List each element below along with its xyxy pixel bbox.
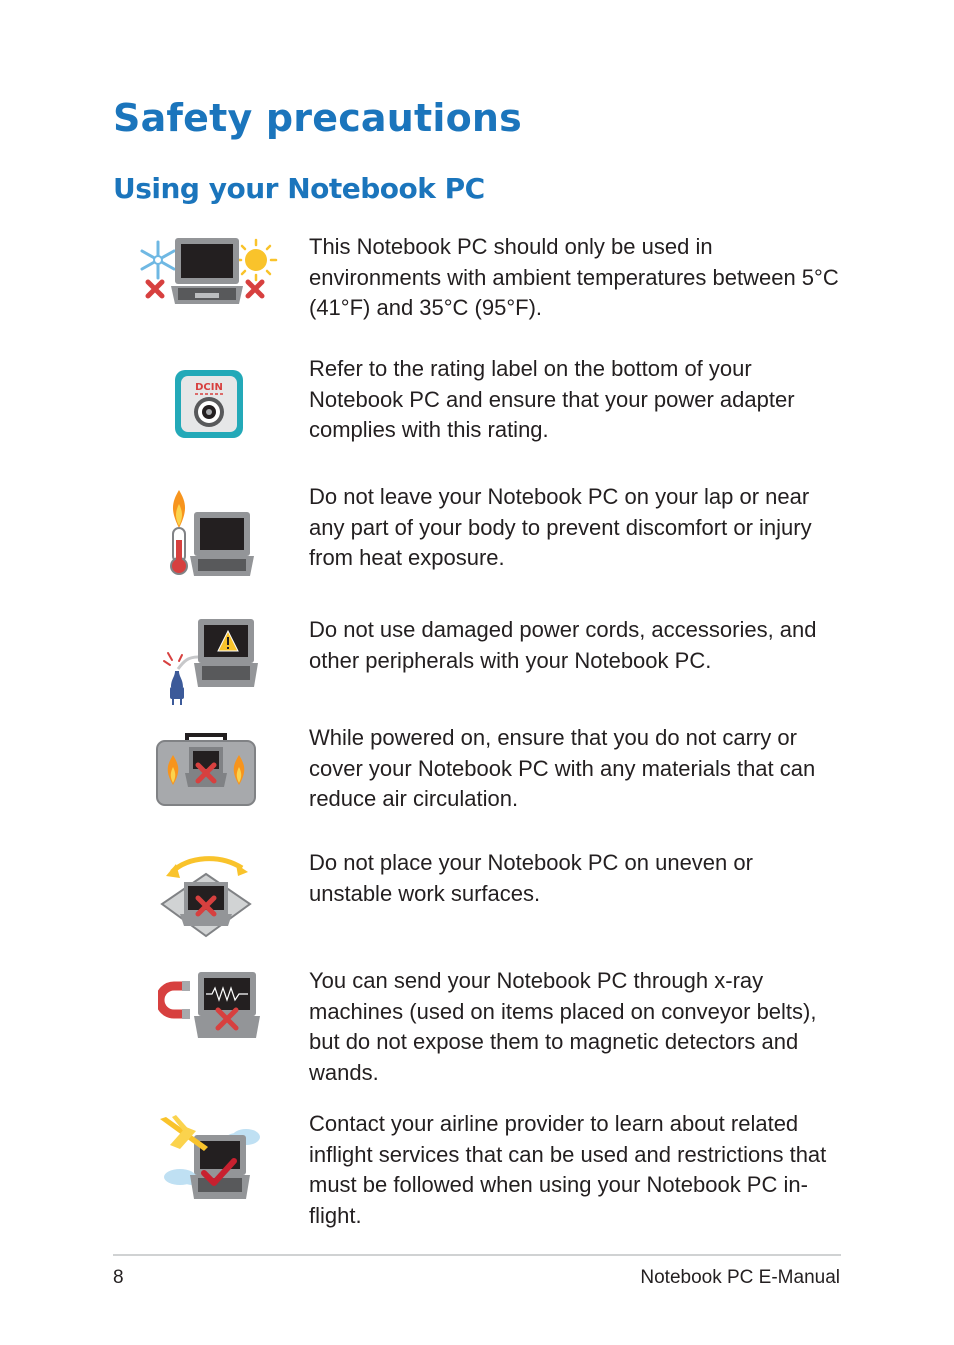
dc-in-power-port-icon [173,368,245,440]
item-text: Do not use damaged power cords, accessories, and other peripherals with your Notebook PC. [309,617,817,673]
item-text: Contact your airline provider to learn about related inflight services that can be used and restrictions that must be followed when using your Notebook PC in-flight. [309,1111,827,1228]
magnet-warning-icon [158,970,260,1042]
unstable-surface-icon [158,852,254,942]
page-number: 8 [113,1267,124,1288]
page-title: Safety precautions [113,96,522,140]
temperature-warning-icon [137,236,279,312]
inflight-check-icon [156,1109,264,1203]
manual-title: Notebook PC E-Manual [640,1267,840,1288]
item-text: Do not place your Notebook PC on uneven or unstable work surfaces. [309,850,753,906]
no-carry-while-powered-icon [155,731,257,809]
damaged-cord-warning-icon [158,617,258,707]
heat-exposure-icon [160,488,256,578]
section-title: Using your Notebook PC [113,172,485,205]
item-text: Refer to the rating label on the bottom of your Notebook PC and ensure that your power adapter complies with this rating. [309,356,795,443]
item-text: This Notebook PC should only be used in environments with ambient temperatures between 5°C (41°F) and 35°C (95°F). [309,234,839,321]
item-text: Do not leave your Notebook PC on your lap or near any part of your body to prevent discomfort or injury from heat exposure. [309,484,812,571]
item-text: While powered on, ensure that you do not carry or cover your Notebook PC with any materials that can reduce air circulation. [309,725,816,812]
footer-divider [113,1254,841,1256]
dcin-label: DCIN [195,382,223,393]
item-text: You can send your Notebook PC through x-ray machines (used on items placed on conveyor belts), but do not expose them to magnetic detectors and wands. [309,968,817,1085]
